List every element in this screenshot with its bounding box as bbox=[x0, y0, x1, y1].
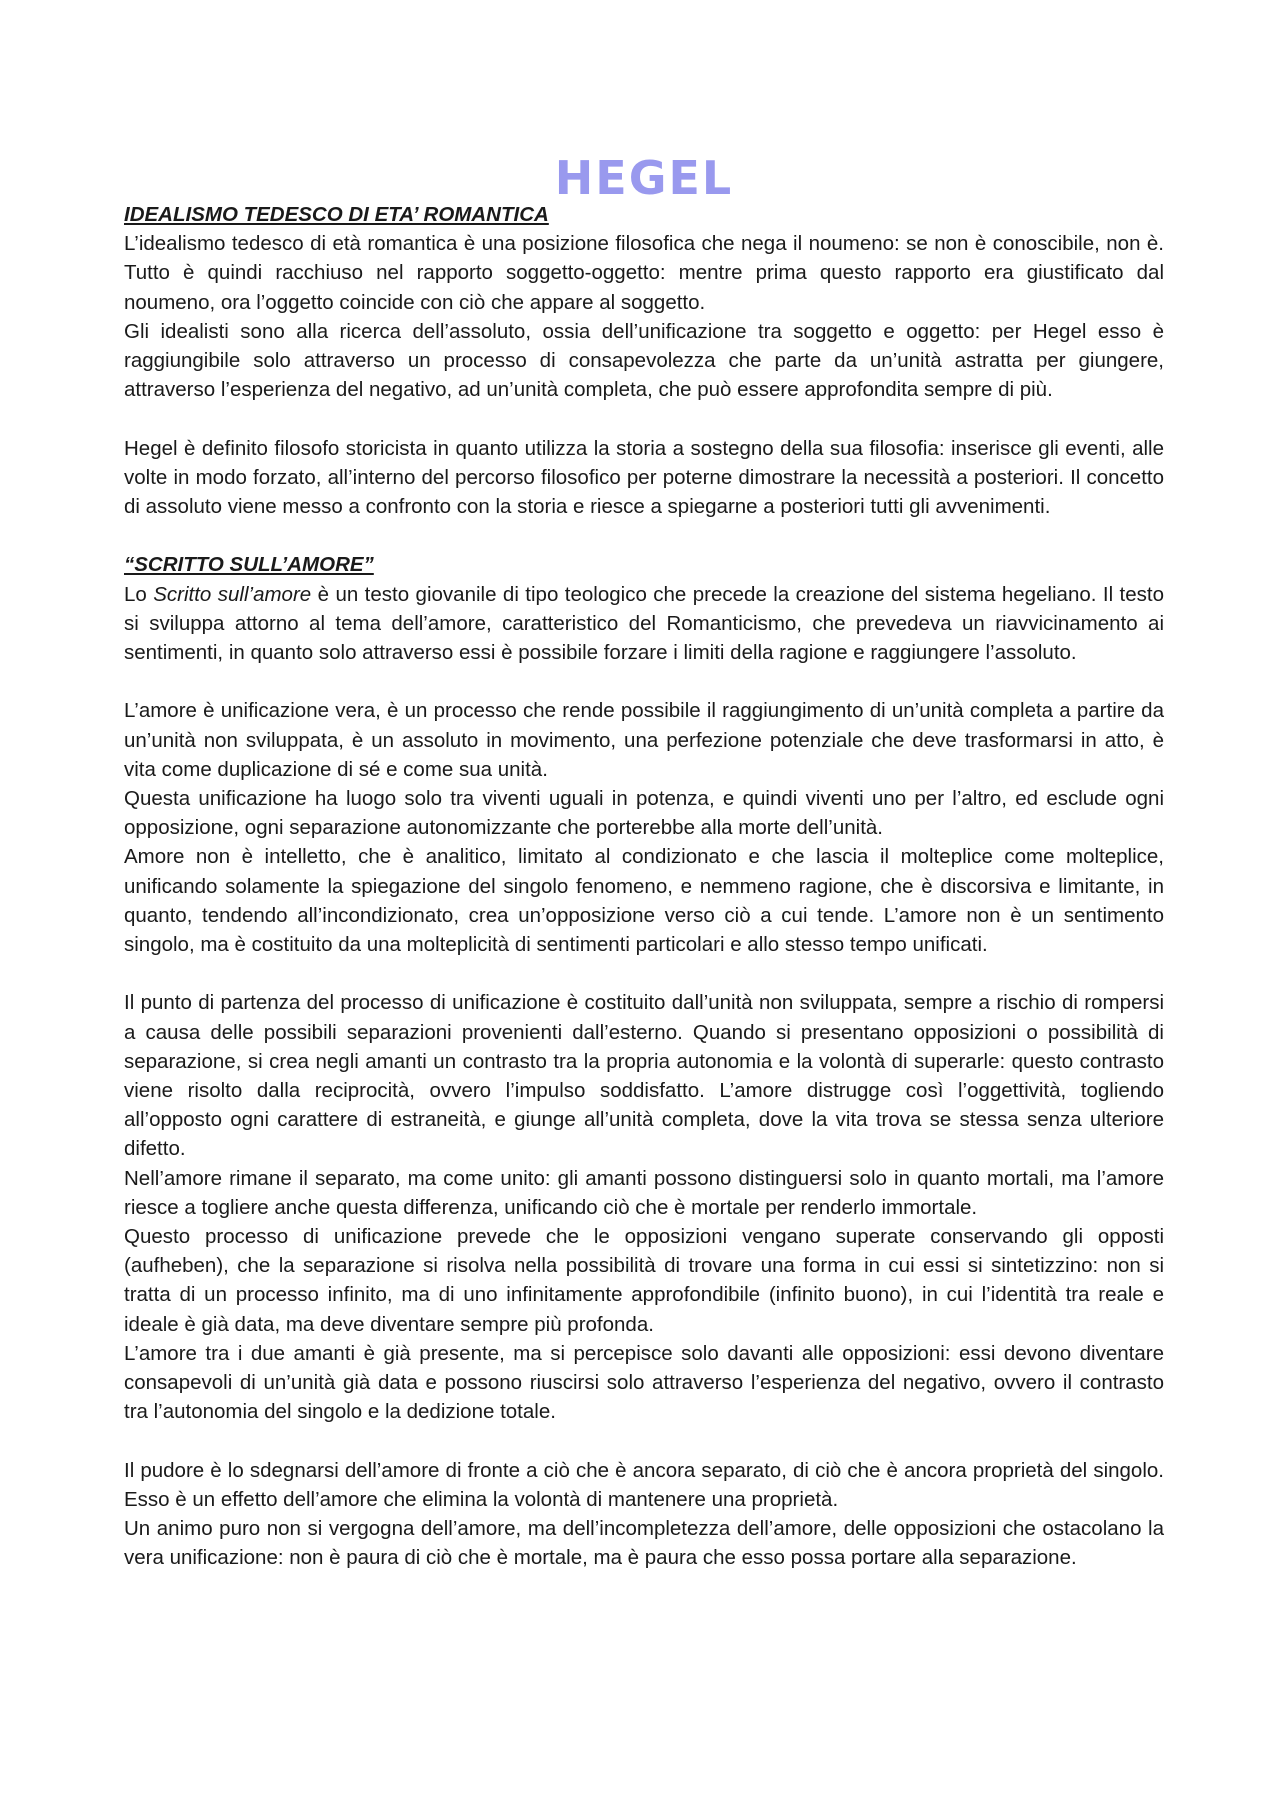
section-heading-idealismo: IDEALISMO TEDESCO DI ETA’ ROMANTICA bbox=[124, 203, 549, 226]
paragraph: L’amore tra i due amanti è già presente, ma si percepisce solo davanti alle opposizioni: essi devono diventare consapevoli di un’unità già data e possono riuscirsi solo attraverso l’esperienza del negativo, ovvero il contrasto tra l’autonomia del singolo e la dedizione totale. bbox=[124, 1341, 1164, 1424]
paragraph: Gli idealisti sono alla ricerca dell’assoluto, ossia dell’unificazione tra soggetto e oggetto: per Hegel esso è raggiungibile solo attraverso un processo di consapevolezza che parte da un’unità astratta per giungere, attraverso l’esperienza del negativo, ad un’unità completa, che può essere approfondita sempre di più. bbox=[124, 319, 1164, 402]
paragraph-gap bbox=[124, 521, 1164, 550]
paragraph bbox=[124, 580, 1164, 668]
book-title: Scritto sull’amore bbox=[153, 582, 312, 606]
paragraph: Hegel è definito filosofo storicista in quanto utilizza la storia a sostegno della sua filosofia: inserisce gli eventi, alle volte in modo forzato, all’interno del percorso filosofico per poterne dimostrare la necessità a posteriori. Il concetto di assoluto viene messo a confronto con la storia e riesce a spiegarne a posteriori tutti gli avvenimenti. bbox=[124, 436, 1164, 519]
paragraph: Il punto di partenza del processo di unificazione è costituito dall’unità non sviluppata, sempre a rischio di rompersi a causa delle possibili separazioni provenienti dall’esterno. Quando si presentano opposizioni o possibilità di separazione, si crea negli amanti un contrasto tra la propria autonomia e la volontà di superarle: questo contrasto viene risolto dalla reciprocità, ovvero l’impulso soddisfatto. L’amore distrugge così l’oggettività, togliendo all’opposto ogni carattere di estraneità, e giunge all’unità completa, dove la vita trova se stessa senza ulteriore difetto. bbox=[124, 991, 1164, 1161]
paragraph-gap bbox=[124, 404, 1164, 433]
text-span: Lo bbox=[124, 582, 154, 606]
paragraph: Nell’amore rimane il separato, ma come unito: gli amanti possono distinguersi solo in quanto mortali, ma l’amore riesce a togliere anche questa differenza, unificando ciò che è mortale per renderlo immortale. bbox=[124, 1166, 1164, 1219]
document-title: HEGEL bbox=[554, 151, 734, 205]
paragraph-gap bbox=[124, 667, 1164, 696]
paragraph: Questo processo di unificazione prevede che le opposizioni vengano superate conservando gli opposti (aufheben), che la separazione si risolva nella possibilità di trovare una forma in cui essi si sintetizzino: non si tratta di un processo infinito, ma di uno infinitamente approfondibile (infinito buono), in cui l’identità tra reale e ideale è già data, ma deve diventare sempre più profonda. bbox=[124, 1225, 1164, 1336]
paragraph-gap bbox=[124, 1426, 1164, 1455]
paragraph: L’idealismo tedesco di età romantica è una posizione filosofica che nega il noumeno: se non è conoscibile, non è. Tutto è quindi racchiuso nel rapporto soggetto-oggetto: mentre prima questo rapporto era giustificato dal noumeno, ora l’oggetto coincide con ciò che appare al soggetto. bbox=[124, 232, 1164, 314]
section-heading-scritto: “SCRITTO SULL’AMORE” bbox=[124, 553, 374, 577]
paragraph: L’amore è unificazione vera, è un processo che rende possibile il raggiungimento di un’unità completa a partire da un’unità non sviluppata, è un assoluto in movimento, una perfezione potenziale che deve trasformarsi in atto, è vita come duplicazione di sé e come sua unità. bbox=[124, 699, 1164, 781]
paragraph: Un animo puro non si vergogna dell’amore, ma dell’incompletezza dell’amore, delle opposizioni che ostacolano la vera unificazione: non è paura di ciò che è mortale, ma è paura che esso possa portare alla separazione. bbox=[124, 1517, 1164, 1570]
text-span: è un testo giovanile di tipo teologico che precede la creazione del sistema hegeliano. Il testo si sviluppa attorno al tema dell’amore, caratteristico del Romanticismo, che prevedeva un riavvicinamento ai sentimenti, in quanto solo attraverso essi è possibile forzare i limiti della ragione e raggiungere l’assoluto. bbox=[124, 582, 1164, 665]
paragraph: Questa unificazione ha luogo solo tra viventi uguali in potenza, e quindi viventi uno per l’altro, ed esclude ogni opposizione, ogni separazione autonomizzante che porterebbe alla morte dell’unità. bbox=[124, 787, 1164, 840]
paragraph: Il pudore è lo sdegnarsi dell’amore di fronte a ciò che è ancora separato, di ciò che è ancora proprietà del singolo. Esso è un effetto dell’amore che elimina la volontà di mantenere una proprietà. bbox=[124, 1458, 1164, 1511]
paragraph-gap bbox=[124, 959, 1164, 988]
paragraph: Amore non è intelletto, che è analitico, limitato al condizionato e che lascia il molteplice come molteplice, unificando solamente la spiegazione del singolo fenomeno, e nemmeno ragione, che è discorsiva e limitante, in quanto, tendendo all’incondizionato, crea un’opposizione verso ciò a cui tende. L’amore non è un sentimento singolo, ma è costituito da una molteplicità di sentimenti particolari e allo stesso tempo unificati. bbox=[124, 845, 1164, 957]
document-page bbox=[124, 150, 1164, 1572]
